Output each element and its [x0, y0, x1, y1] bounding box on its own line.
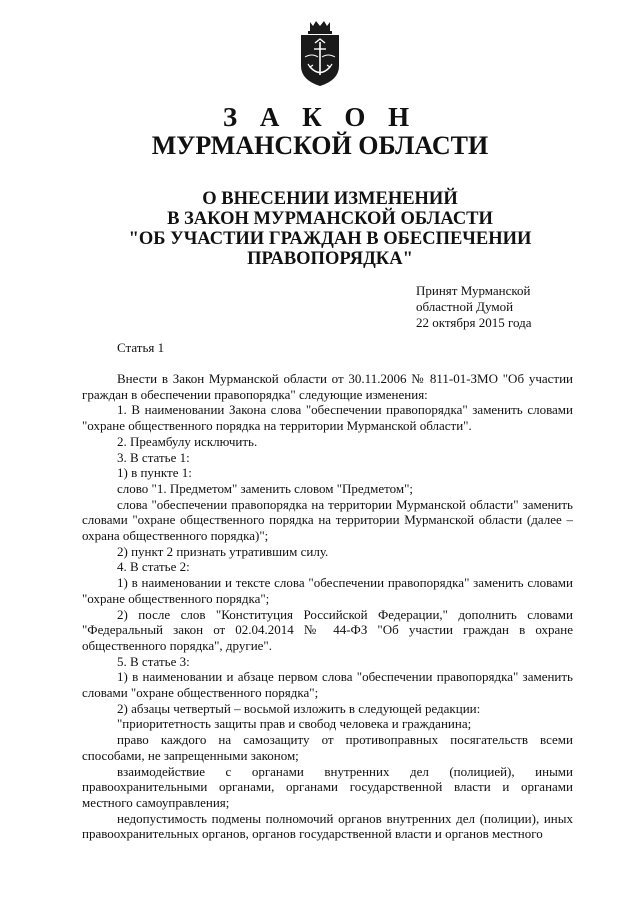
- paragraph: 1. В наименовании Закона слова "обеспечении правопорядка" заменить словами "охране общественного порядка на территории Мурманской области".: [82, 402, 573, 434]
- article-heading: Статья 1: [117, 340, 165, 355]
- law-subject-line: "ОБ УЧАСТИИ ГРАЖДАН В ОБЕСПЕЧЕНИИ: [128, 229, 532, 249]
- law-subject-line: В ЗАКОН МУРМАНСКОЙ ОБЛАСТИ: [167, 209, 493, 229]
- law-subject: [80, 189, 580, 269]
- article-body: [82, 371, 573, 842]
- adoption-note-line: Принят Мурманской: [416, 283, 531, 298]
- paragraph: 2) абзацы четвертый – восьмой изложить в следующей редакции:: [117, 700, 481, 716]
- paragraph: недопустимость подмены полномочий органов внутренних дел (полиции), иных правоохранительных органов, органов государственной власти и органов местного: [82, 810, 573, 842]
- paragraph: взаимодействие с органами внутренних дел (полицией), иными правоохранительными органами, органами государственной власти и органами местного самоуправления;: [82, 763, 573, 810]
- law-subject-line: ПРАВОПОРЯДКА": [247, 249, 413, 269]
- law-region: МУРМАНСКОЙ ОБЛАСТИ: [151, 131, 489, 160]
- paragraph: Внести в Закон Мурманской области от 30.11.2006 № 811-01-ЗМО "Об участии граждан в обеспечении правопорядка" следующие изменения:: [82, 371, 573, 402]
- paragraph: 4. В статье 2:: [117, 559, 190, 575]
- adoption-note-line: областной Думой: [416, 299, 514, 314]
- adoption-date: 22 октября 2015 года: [416, 315, 532, 330]
- adoption-note: [416, 283, 532, 331]
- paragraph: слово "1. Предметом" заменить словом "Предметом";: [117, 480, 414, 496]
- paragraph: 2. Преамбулу исключить.: [117, 433, 258, 449]
- paragraph: 3. В статье 1:: [117, 449, 190, 465]
- paragraph: 1) в наименовании и тексте слова "обеспечении правопорядка" заменить словами "охране общественного порядка";: [82, 575, 573, 606]
- paragraph: слова "обеспечении правопорядка на территории Мурманской области" заменить словами "охране общественного порядка на территории Мурманской области (далее – охрана общественного порядка)";: [82, 496, 573, 544]
- murmansk-coat-of-arms-icon: [296, 20, 344, 88]
- paragraph: 2) после слов "Конституция Российской Федерации," дополнить словами "Федеральный закон от 02.04.2014 № 44-ФЗ "Об участии граждан в охране общественного порядка", другие".: [82, 606, 573, 653]
- paragraph: 1) в наименовании и абзаце первом слова "обеспечении правопорядка" заменить словами "охране общественного порядка";: [82, 669, 573, 701]
- paragraph: 1) в пункте 1:: [117, 465, 192, 481]
- paragraph: "приоритетность защиты прав и свобод человека и гражданина;: [117, 716, 472, 732]
- paragraph: 5. В статье 3:: [117, 653, 190, 669]
- law-title: З А К О Н: [222, 102, 418, 132]
- paragraph: 2) пункт 2 признать утратившим силу.: [117, 543, 329, 559]
- law-subject-line: О ВНЕСЕНИИ ИЗМЕНЕНИЙ: [202, 189, 458, 209]
- emblem-graphic: [296, 20, 344, 88]
- paragraph: право каждого на самозащиту от противоправных посягательств всеми способами, не запрещенными законом;: [82, 732, 573, 763]
